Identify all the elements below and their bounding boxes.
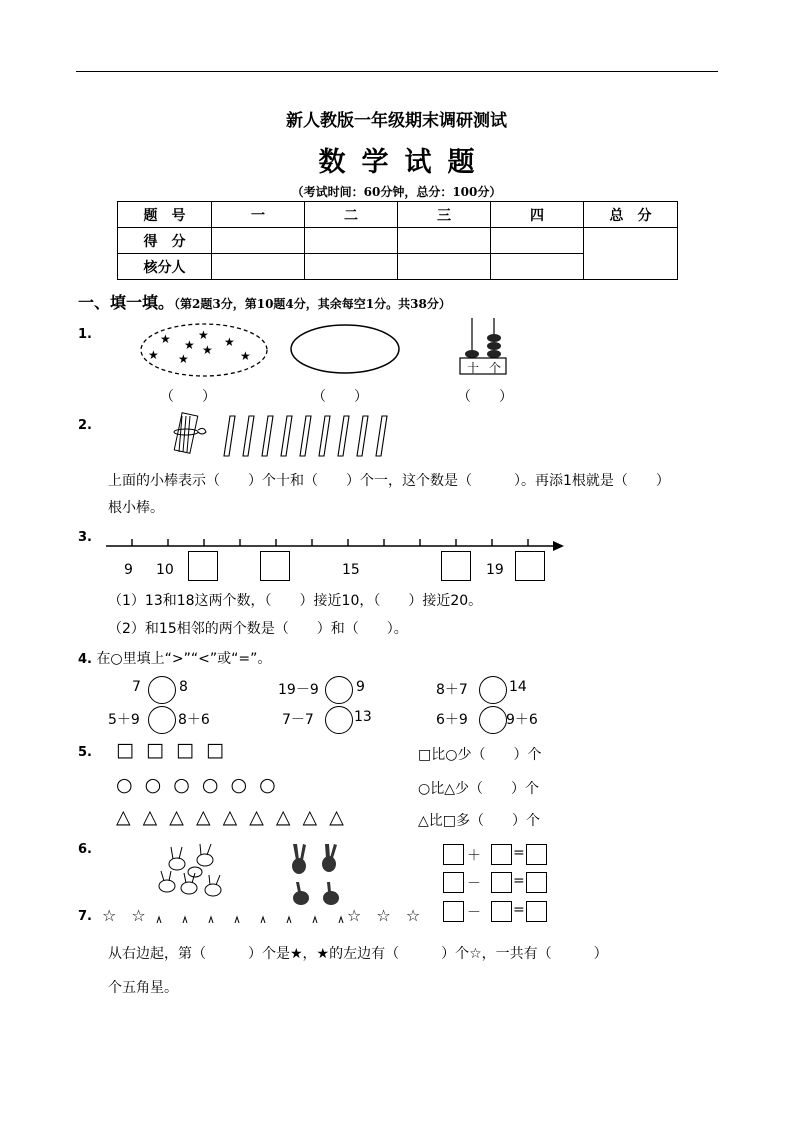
- question-number: 7.: [78, 909, 92, 924]
- top-rule: [76, 71, 718, 72]
- compare-circle[interactable]: [148, 706, 176, 734]
- checker-cell[interactable]: [305, 254, 398, 280]
- star-icon: ★: [224, 335, 235, 349]
- answer-blank[interactable]: （ ）: [160, 389, 216, 405]
- score-table: [117, 201, 678, 280]
- question-number: 3.: [78, 530, 92, 545]
- equals-sign: =: [513, 845, 525, 861]
- compare-left: 6＋9: [436, 712, 468, 728]
- score-header-cell: 三: [398, 202, 491, 228]
- empty-oval-figure: [289, 323, 403, 375]
- compare-right: 14: [509, 679, 527, 695]
- compare-sentence: ○比△少（ ）个: [418, 781, 539, 797]
- section-title: 一、填一填。: [78, 293, 175, 312]
- checker-cell[interactable]: [212, 254, 305, 280]
- q4-prompt-line: [78, 648, 271, 668]
- number-line-label: 10: [156, 562, 174, 578]
- squares-row: □ □ □ □: [116, 739, 227, 761]
- score-table-header-row: [118, 202, 678, 228]
- q7-text: 从右边起，第（ ）个是★，★的左边有（ ）个☆，一共有（ ）: [108, 946, 608, 962]
- answer-box[interactable]: [441, 551, 471, 581]
- number-line-label: 19: [486, 562, 504, 578]
- stars-in-oval-figure: [140, 322, 270, 378]
- q2-text: 上面的小棒表示（ ）个十和（ ）个一，这个数是（ ）。再添1根就是（ ）: [108, 473, 670, 489]
- exam-subtitle: 新人教版一年级期末调研测试: [286, 111, 507, 131]
- q3-sub-question: （2）和15相邻的两个数是（ ）和（ ）。: [108, 621, 408, 637]
- score-header-cell: 二: [305, 202, 398, 228]
- answer-box[interactable]: [526, 844, 547, 865]
- operator-sign: －: [467, 905, 481, 921]
- equals-sign: =: [513, 902, 525, 918]
- question-number: 6.: [78, 842, 92, 857]
- compare-right: 13: [354, 709, 372, 725]
- answer-box[interactable]: [260, 551, 290, 581]
- stick-bundle-icon: [172, 408, 212, 456]
- score-row-label: 得 分: [118, 228, 212, 254]
- star-icon: ★: [240, 349, 251, 363]
- score-header-cell: 题 号: [118, 202, 212, 228]
- stars-right: ☆ ☆ ☆: [347, 906, 426, 925]
- score-cell[interactable]: [305, 228, 398, 254]
- compare-sentence: □比○少（ ）个: [418, 747, 542, 763]
- answer-box[interactable]: [515, 551, 545, 581]
- single-sticks-figure: [218, 414, 390, 458]
- star-icon: ★: [184, 338, 195, 352]
- equals-sign: =: [513, 873, 525, 889]
- answer-box[interactable]: [443, 901, 464, 922]
- compare-right: 8＋6: [178, 712, 210, 728]
- compare-circle[interactable]: [325, 676, 353, 704]
- q7-text: 个五角星。: [108, 980, 178, 996]
- score-cell[interactable]: [398, 228, 491, 254]
- section-note: （第2题3分，第10题4分，其余每空1分。共38分）: [174, 297, 451, 311]
- compare-circle[interactable]: [479, 676, 507, 704]
- star-icon: ★: [178, 352, 189, 366]
- answer-box[interactable]: [491, 901, 512, 922]
- answer-box[interactable]: [188, 551, 218, 581]
- compare-circle[interactable]: [479, 706, 507, 734]
- number-line-label: 9: [124, 562, 133, 578]
- compare-left: 7－7: [282, 712, 314, 728]
- compare-right: 9: [356, 679, 365, 695]
- question-number: 2.: [78, 418, 92, 433]
- total-score-cell[interactable]: [584, 228, 678, 280]
- answer-box[interactable]: [443, 844, 464, 865]
- answer-blank[interactable]: （ ）: [457, 389, 513, 405]
- score-header-cell: 总 分: [584, 202, 678, 228]
- checker-cell[interactable]: [398, 254, 491, 280]
- score-table-row: [118, 228, 678, 254]
- exam-title: 数学试题: [318, 147, 491, 178]
- q4-prompt: 在○里填上“>”“<”或“=”。: [96, 651, 272, 667]
- question-number: 1.: [78, 327, 92, 342]
- white-rabbits-icon: [155, 842, 229, 906]
- q3-sub-question: （1）13和18这两个数，（ ）接近10，（ ）接近20。: [108, 593, 483, 609]
- star-icon: ★: [202, 343, 213, 357]
- black-rabbits-icon: [287, 842, 347, 910]
- compare-right: 8: [179, 679, 188, 695]
- compare-left: 5＋9: [108, 712, 140, 728]
- checker-row-label: 核分人: [118, 254, 212, 280]
- compare-right: 9＋6: [506, 712, 538, 728]
- answer-box[interactable]: [526, 901, 547, 922]
- question-number: 4.: [78, 652, 92, 667]
- answer-box[interactable]: [443, 872, 464, 893]
- compare-left: 19－9: [278, 682, 319, 698]
- answer-box[interactable]: [491, 844, 512, 865]
- abacus-ones-label: 个: [489, 361, 502, 375]
- operator-sign: －: [467, 876, 481, 892]
- star-icon: ★: [198, 328, 209, 342]
- answer-box[interactable]: [491, 872, 512, 893]
- answer-box[interactable]: [526, 872, 547, 893]
- score-header-cell: 一: [212, 202, 305, 228]
- compare-left: 7: [132, 679, 141, 695]
- answer-blank[interactable]: （ ）: [312, 389, 368, 405]
- score-cell[interactable]: [491, 228, 584, 254]
- compare-left: 8＋7: [436, 682, 468, 698]
- compare-circle[interactable]: [148, 676, 176, 704]
- circles-row: ○ ○ ○ ○ ○ ○: [116, 774, 279, 796]
- question-number: 5.: [78, 745, 92, 760]
- stars-left: ☆ ☆: [102, 906, 151, 925]
- partially-hidden-stars: [155, 913, 345, 925]
- score-header-cell: 四: [491, 202, 584, 228]
- checker-cell[interactable]: [491, 254, 584, 280]
- star-icon: ★: [148, 348, 159, 362]
- section-heading: [78, 290, 451, 313]
- number-line-label: 15: [342, 562, 360, 578]
- number-line: [106, 535, 566, 555]
- star-icon: ★: [160, 332, 171, 346]
- triangles-row: △ △ △ △ △ △ △ △ △: [116, 806, 347, 828]
- operator-sign: ＋: [467, 848, 481, 864]
- compare-circle[interactable]: [325, 706, 353, 734]
- compare-sentence: △比□多（ ）个: [418, 813, 540, 829]
- abacus-tens-label: 十: [467, 361, 480, 375]
- exam-note: （考试时间：60分钟，总分：100分）: [291, 185, 502, 199]
- score-cell[interactable]: [212, 228, 305, 254]
- q2-text: 根小棒。: [108, 500, 164, 516]
